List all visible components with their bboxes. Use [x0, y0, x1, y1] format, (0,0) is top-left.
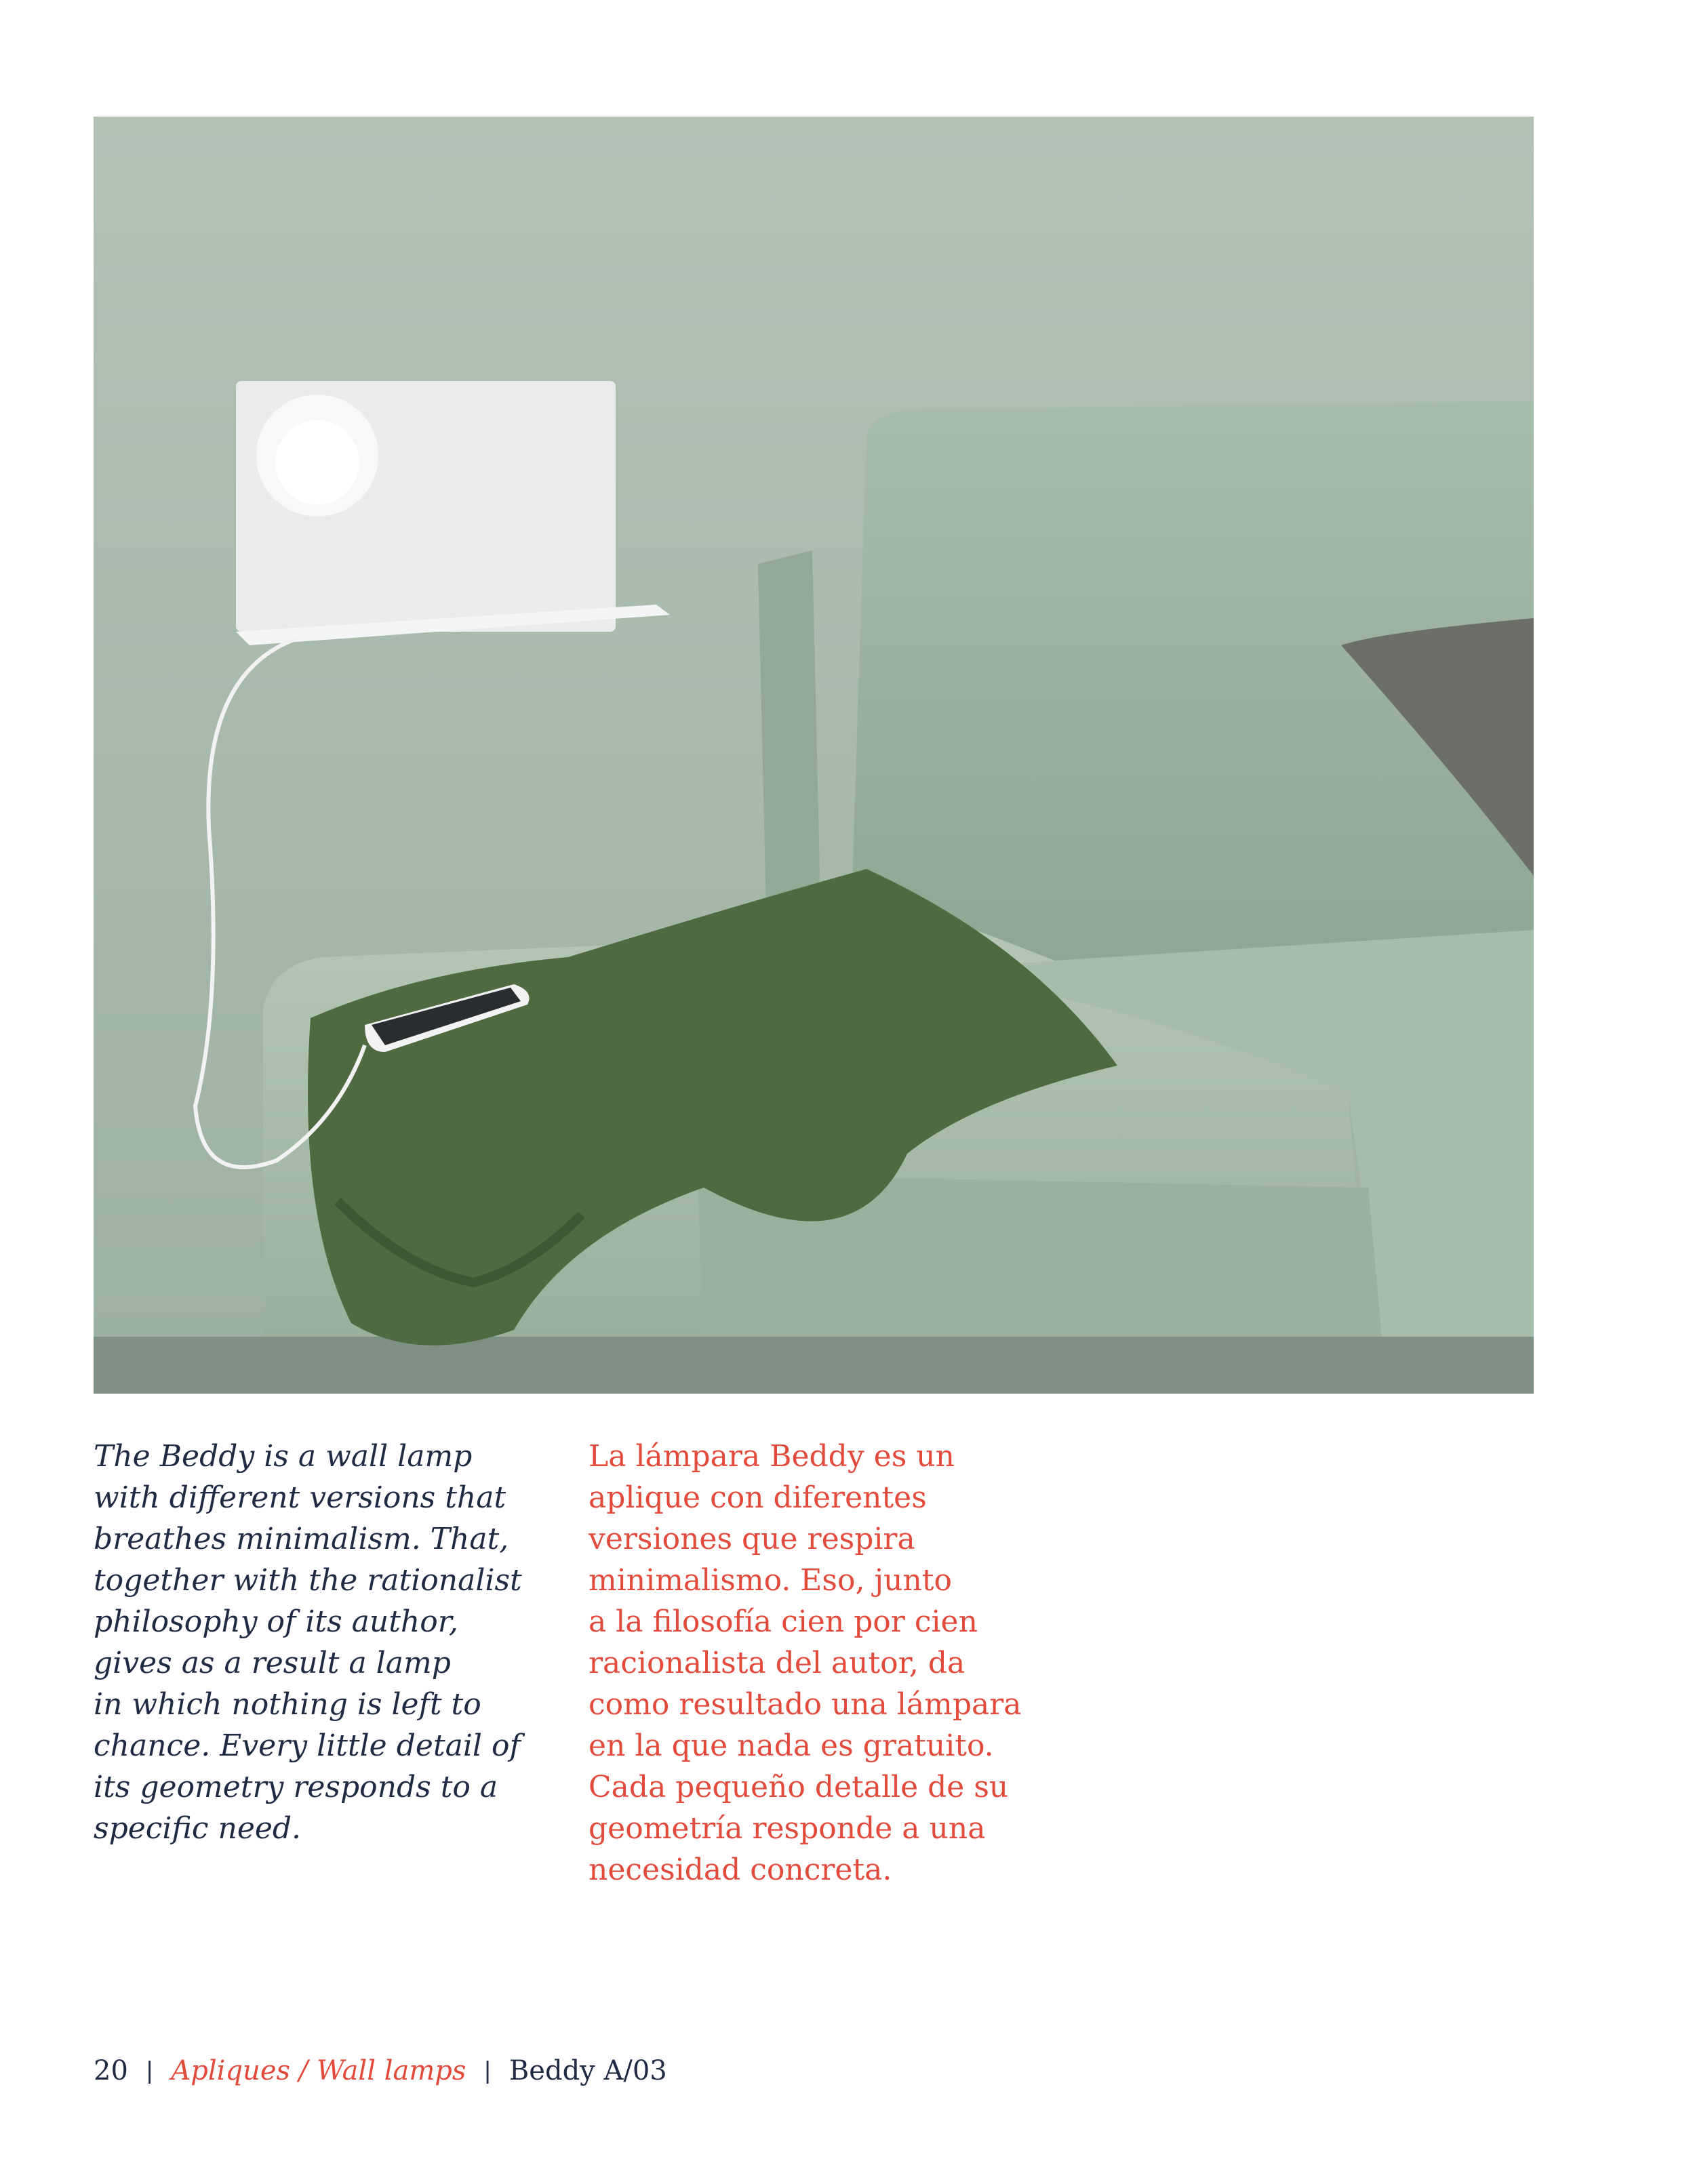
footer-section: Apliques / Wall lamps	[171, 2055, 466, 2086]
description-spanish: La lámpara Beddy es un aplique con diferentes versiones que respira minimalismo. Eso, junto a la filosofía cien por cien racionalista del autor, da como resultado una lámpara en la que nada es gratuito. Cada pequeño detalle de su geometría responde a una necesidad concreta.	[589, 1439, 1022, 1887]
footer-separator: |	[483, 2057, 492, 2084]
description-english: The Beddy is a wall lamp with different versions that breathes minimalism. That, together with the rationalist philosophy of its author, gives as a result a lamp in which nothing is left to chance. Every little detail of its geometry responds to a specific need.	[94, 1439, 522, 1846]
footer-product: Beddy A/03	[509, 2055, 667, 2086]
page-footer	[94, 2055, 667, 2086]
product-photo	[94, 117, 1534, 1394]
footer-separator: |	[145, 2057, 154, 2084]
page-number: 20	[94, 2055, 128, 2086]
